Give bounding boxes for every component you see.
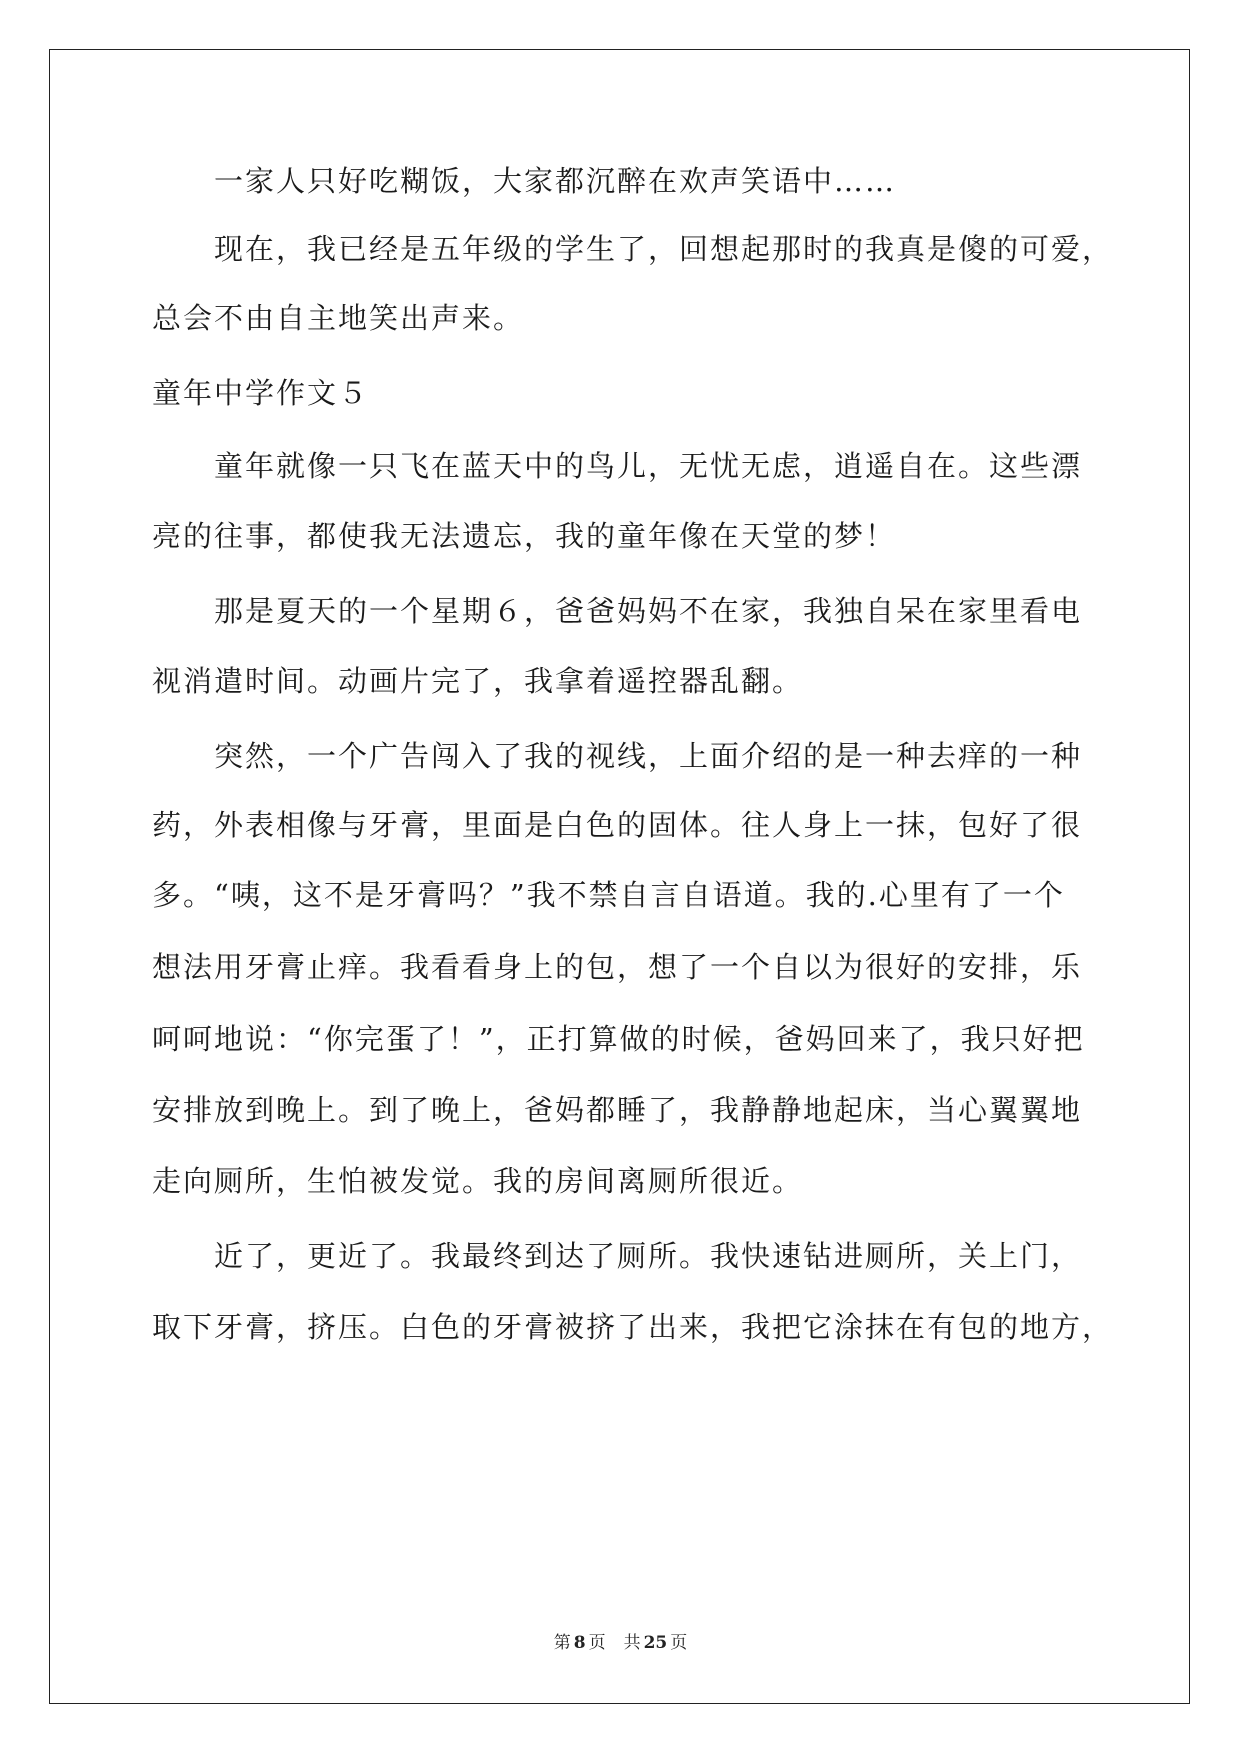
paragraph-line: 视消遣时间。动画片完了，我拿着遥控器乱翻。 bbox=[152, 664, 804, 698]
paragraph-line: 亮的往事，都使我无法遗忘，我的童年像在天堂的梦！ bbox=[152, 519, 897, 553]
paragraph-line: 突然，一个广告闯入了我的视线，上面介绍的是一种去痒的一种 bbox=[214, 739, 1083, 773]
paragraph-line: 多。“咦，这不是牙膏吗？”我不禁自言自语道。我的.心里有了一个 bbox=[152, 878, 1065, 912]
paragraph-line: 药，外表相像与牙膏，里面是白色的固体。往人身上一抹，包好了很 bbox=[152, 808, 1083, 842]
paragraph-line: 呵呵地说：“你完蛋了！”，正打算做的时候，爸妈回来了，我只好把 bbox=[152, 1022, 1085, 1056]
page-footer bbox=[0, 1628, 1241, 1653]
paragraph-line: 走向厕所，生怕被发觉。我的房间离厕所很近。 bbox=[152, 1164, 804, 1198]
paragraph-line: 总会不由自主地笑出声来。 bbox=[152, 301, 525, 335]
current-page-number: 8 bbox=[573, 1633, 586, 1653]
paragraph-line: 童年就像一只飞在蓝天中的鸟儿，无忧无虑，逍遥自在。这些漂 bbox=[214, 449, 1083, 483]
section-heading: 童年中学作文５ bbox=[152, 376, 370, 410]
footer-page-prefix: 第 bbox=[553, 1633, 571, 1653]
footer-page-suffix: 页 bbox=[588, 1633, 606, 1653]
paragraph-line: 那是夏天的一个星期６，爸爸妈妈不在家，我独自呆在家里看电 bbox=[214, 594, 1083, 628]
paragraph-line: 一家人只好吃糊饭，大家都沉醉在欢声笑语中…… bbox=[214, 164, 897, 198]
paragraph-line: 取下牙膏，挤压。白色的牙膏被挤了出来，我把它涂抹在有包的地方， bbox=[152, 1310, 1114, 1344]
footer-total-suffix: 页 bbox=[670, 1633, 688, 1653]
paragraph-line: 安排放到晚上。到了晚上，爸妈都睡了，我静静地起床，当心翼翼地 bbox=[152, 1093, 1083, 1127]
total-page-count: 25 bbox=[643, 1633, 668, 1653]
paragraph-line: 现在，我已经是五年级的学生了，回想起那时的我真是傻的可爱， bbox=[214, 232, 1114, 266]
paragraph-line: 想法用牙膏止痒。我看看身上的包，想了一个自以为很好的安排，乐 bbox=[152, 950, 1083, 984]
paragraph-line: 近了，更近了。我最终到达了厕所。我快速钻进厕所，关上门， bbox=[214, 1239, 1083, 1273]
footer-total-prefix: 共 bbox=[623, 1633, 641, 1653]
